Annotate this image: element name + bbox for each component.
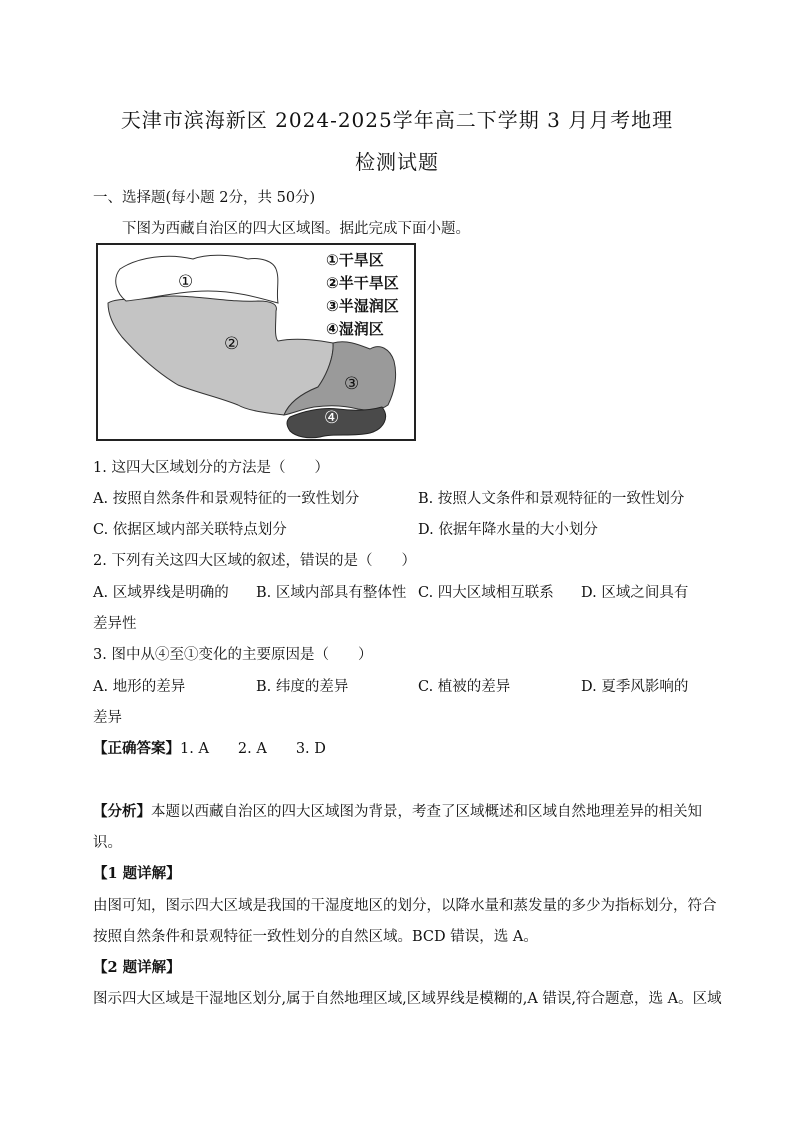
analysis-row: [93, 800, 702, 821]
q2-option-c: C. 四大区域相互联系: [418, 585, 554, 601]
question-3-stem: 3. 图中从④至①变化的主要原因是（ ）: [93, 647, 373, 663]
q1-option-c: C. 依据区域内部关联特点划分: [93, 522, 287, 538]
analysis-label: 【分析】: [93, 803, 151, 820]
analysis-line-2: 识。: [93, 835, 122, 851]
analysis-line-1: 本题以西藏自治区的四大区域图为背景，考查了区域概述和区域自然地理差异的相关知: [151, 804, 702, 820]
q2-option-d-wrap: 差异性: [93, 616, 137, 632]
legend-arid: ①干旱区: [326, 251, 384, 269]
q3-option-a: A. 地形的差异: [93, 679, 186, 695]
detail-2-line-1: 图示四大区域是干湿地区划分,属于自然地理区域,区域界线是模糊的,A 错误,符合题意，选 A。区域: [93, 991, 722, 1007]
q2-option-d: D. 区域之间具有: [581, 585, 689, 601]
answer-label: 【正确答案】: [93, 740, 180, 757]
region-1-label: ①: [178, 272, 194, 292]
question-1-stem: 1. 这四大区域划分的方法是（ ）: [93, 460, 329, 476]
document-subtitle: 检测试题: [355, 150, 439, 174]
legend-semi-arid: ②半干旱区: [326, 274, 399, 292]
question-intro: 下图为西藏自治区的四大区域图。据此完成下面小题。: [122, 221, 470, 237]
q3-option-d-wrap: 差异: [93, 710, 122, 726]
region-3-label: ③: [344, 374, 360, 394]
detail-1-line-2: 按照自然条件和景观特征一致性划分的自然区域。BCD 错误，选 A。: [93, 929, 538, 945]
legend-semi-humid: ③半湿润区: [326, 297, 399, 315]
answer-text: 1. A 2. A 3. D: [180, 741, 326, 757]
q1-option-b: B. 按照人文条件和景观特征的一致性划分: [418, 491, 685, 507]
detail-2-heading: 【2 题详解】: [93, 959, 181, 976]
q3-option-d: D. 夏季风影响的: [581, 679, 689, 695]
q1-option-a: A. 按照自然条件和景观特征的一致性划分: [93, 491, 360, 507]
answer-row: [93, 737, 326, 758]
region-1-area: [116, 255, 278, 303]
detail-1-line-1: 由图可知，图示四大区域是我国的干湿度地区的划分，以降水量和蒸发量的多少为指标划分，符合: [93, 898, 717, 914]
legend-humid: ④湿润区: [326, 320, 384, 338]
detail-1-heading: 【1 题详解】: [93, 865, 181, 882]
region-4-label: ④: [324, 408, 340, 428]
q3-option-c: C. 植被的差异: [418, 679, 511, 695]
q2-option-a: A. 区域界线是明确的: [93, 585, 229, 601]
tibet-region-map: [96, 243, 416, 441]
q2-option-b: B. 区域内部具有整体性: [256, 585, 407, 601]
region-2-label: ②: [224, 334, 240, 354]
document-title: 天津市滨海新区 2024-2025学年高二下学期 3 月月考地理: [120, 108, 674, 132]
section-heading: 一、选择题(每小题 2分，共 50分): [93, 190, 316, 206]
q1-option-d: D. 依据年降水量的大小划分: [418, 522, 598, 538]
question-2-stem: 2. 下列有关这四大区域的叙述，错误的是（ ）: [93, 553, 416, 569]
q3-option-b: B. 纬度的差异: [256, 679, 349, 695]
